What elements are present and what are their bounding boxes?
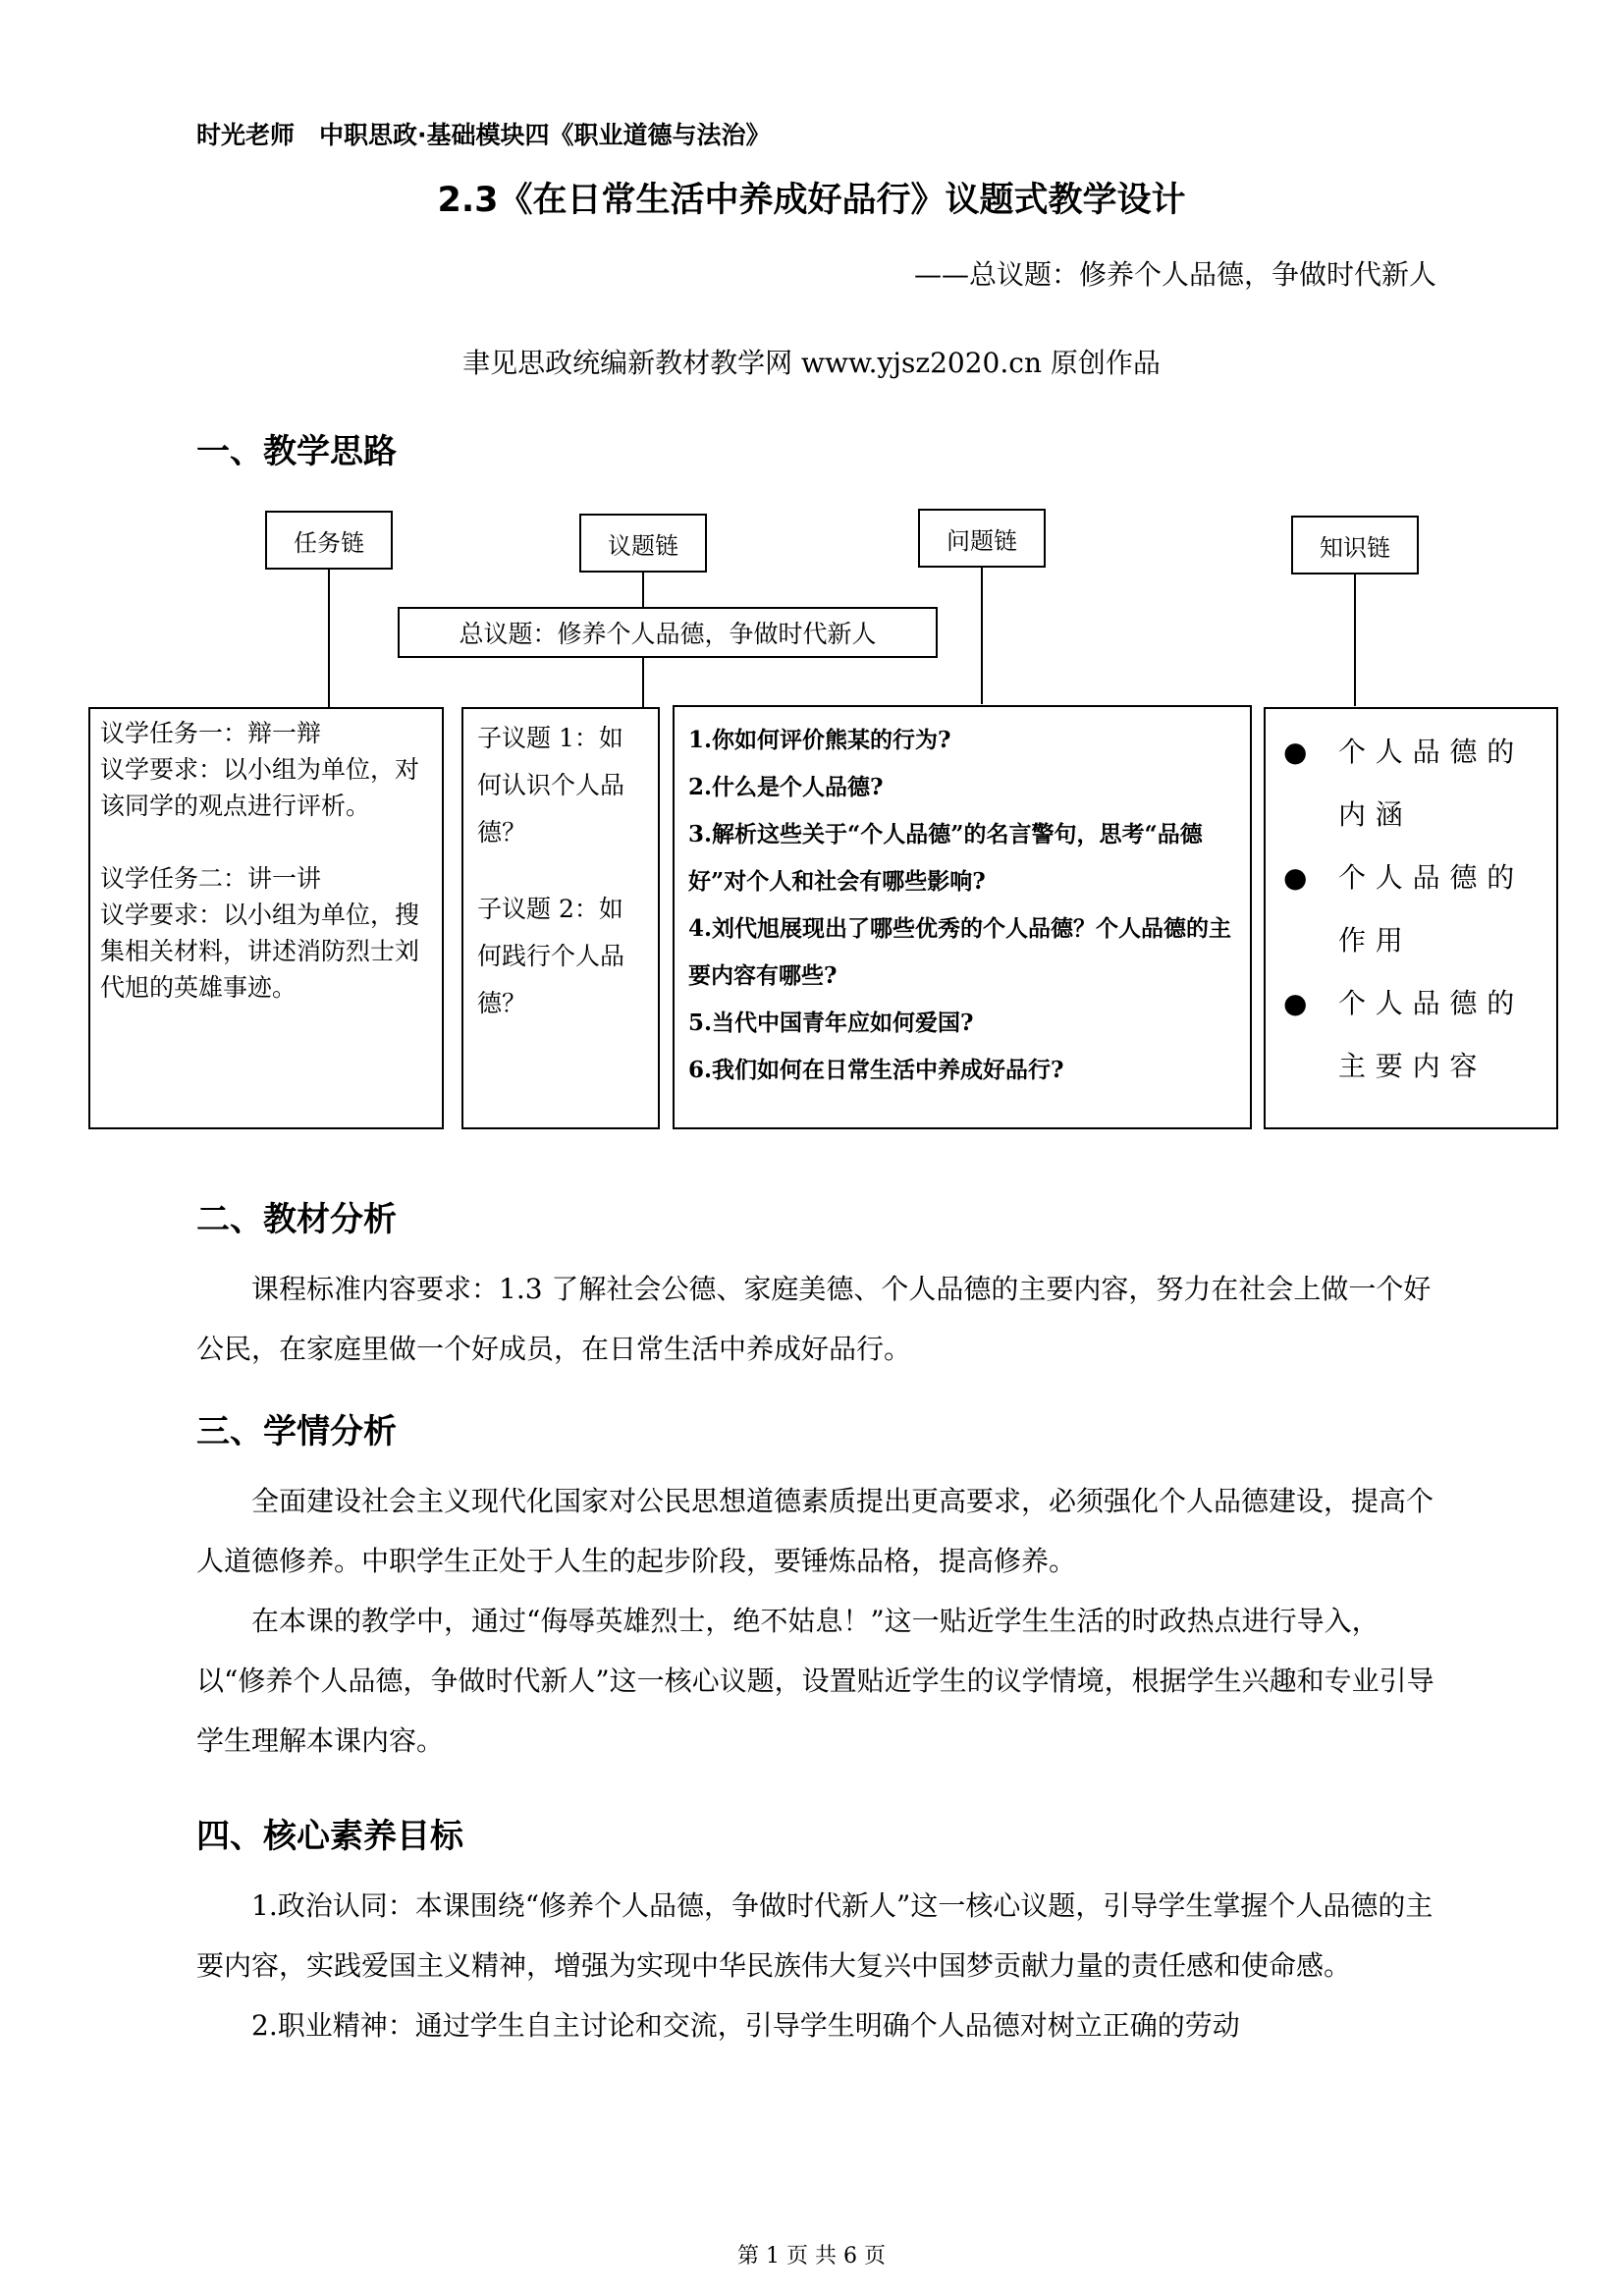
bullet-icon: ● xyxy=(1283,861,1308,894)
topic-chain-connector-bottom xyxy=(642,656,644,709)
section-heading-student-analysis: 三、学情分析 xyxy=(196,1412,397,1451)
topic-chain-connector-top xyxy=(642,573,644,609)
task-1-title: 议学任务一：辩一辩 xyxy=(100,719,322,747)
bullet-icon: ● xyxy=(1283,987,1308,1019)
knowledge-box xyxy=(1264,707,1558,1129)
task-chain-box xyxy=(88,707,444,1129)
document-subtitle: ——总议题：修养个人品德，争做时代新人 xyxy=(913,258,1436,291)
bullet-icon: ● xyxy=(1283,736,1308,768)
source-line: 聿见思政统编新教材教学网 www.yjsz2020.cn 原创作品 xyxy=(462,347,1161,379)
question-item: 5.当代中国青年应如何爱国? xyxy=(688,1010,974,1036)
paragraph: 1.政治认同：本课围绕“修养个人品德，争做时代新人”这一核心议题，引导学生掌握个人品德的主要内容，实践爱国主义精神，增强为实现中华民族伟大复兴中国梦贡献力量的责任感和使命感。 xyxy=(196,1889,1434,1982)
topic-chain-label: 议题链 xyxy=(579,514,707,573)
question-item: 6.我们如何在日常生活中养成好品行? xyxy=(688,1057,1064,1083)
paragraph: 课程标准内容要求：1.3 了解社会公德、家庭美德、个人品德的主要内容，努力在社会上做一个好公民，在家庭里做一个好成员，在日常生活中养成好品行。 xyxy=(196,1273,1432,1365)
paragraph: 全面建设社会主义现代化国家对公民思想道德素质提出更高要求，必须强化个人品德建设，提高个人道德修养。中职学生正处于人生的起步阶段，要锤炼品格，提高修养。 xyxy=(196,1485,1434,1577)
task-2-requirement: 议学要求：以小组为单位，搜集相关材料，讲述消防烈士刘代旭的英雄事迹。 xyxy=(100,901,420,1002)
question-item: 1.你如何评价熊某的行为? xyxy=(688,727,951,753)
subtopic-2: 子议题 2：如何践行个人品德？ xyxy=(477,895,625,1017)
knowledge-item: ● 个人品德的内涵 xyxy=(1283,721,1539,847)
question-item: 4.刘代旭展现出了哪些优秀的个人品德？个人品德的主要内容有哪些? xyxy=(688,915,1232,989)
question-chain-connector xyxy=(981,568,983,704)
textbook-analysis-text xyxy=(196,1259,1435,1379)
task-2-title: 议学任务二：讲一讲 xyxy=(100,864,322,893)
header-line: 时光老师 中职思政·基础模块四《职业道德与法治》 xyxy=(196,121,771,149)
question-item: 2.什么是个人品德? xyxy=(688,774,884,800)
student-analysis-text xyxy=(196,1471,1435,1771)
task-chain-label: 任务链 xyxy=(265,511,393,570)
question-box xyxy=(673,705,1252,1129)
knowledge-chain-connector xyxy=(1354,574,1356,706)
section-heading-teaching-approach: 一、教学思路 xyxy=(196,432,397,471)
page-number: 第 1 页 共 6 页 xyxy=(737,2244,886,2269)
knowledge-item: ● 个人品德的作用 xyxy=(1283,847,1539,972)
task-1-requirement: 议学要求：以小组为单位，对该同学的观点进行评析。 xyxy=(100,755,420,820)
section-heading-core-goals: 四、核心素养目标 xyxy=(196,1817,463,1856)
main-topic-box: 总议题：修养个人品德，争做时代新人 xyxy=(398,607,938,658)
core-goals-text xyxy=(196,1876,1435,2055)
task-chain-connector xyxy=(328,570,330,709)
section-heading-textbook-analysis: 二、教材分析 xyxy=(196,1200,397,1239)
knowledge-item: ● 个人品德的主要内容 xyxy=(1283,972,1539,1098)
knowledge-chain-label: 知识链 xyxy=(1291,516,1419,574)
subtopic-1: 子议题 1：如何认识个人品德？ xyxy=(477,724,625,847)
question-item: 3.解析这些关于“个人品德”的名言警句，思考“品德好”对个人和社会有哪些影响? xyxy=(688,821,1203,895)
subtopic-box xyxy=(461,707,660,1129)
question-chain-label: 问题链 xyxy=(918,509,1046,568)
paragraph: 在本课的教学中，通过“侮辱英雄烈士，绝不姑息！”这一贴近学生生活的时政热点进行导入，以“修养个人品德，争做时代新人”这一核心议题，设置贴近学生的议学情境，根据学生兴趣和专业引导学生理解本课内容。 xyxy=(196,1605,1434,1757)
document-title: 2.3《在日常生活中养成好品行》议题式教学设计 xyxy=(437,181,1186,220)
paragraph: 2.职业精神：通过学生自主讨论和交流，引导学生明确个人品德对树立正确的劳动 xyxy=(251,2009,1240,2042)
